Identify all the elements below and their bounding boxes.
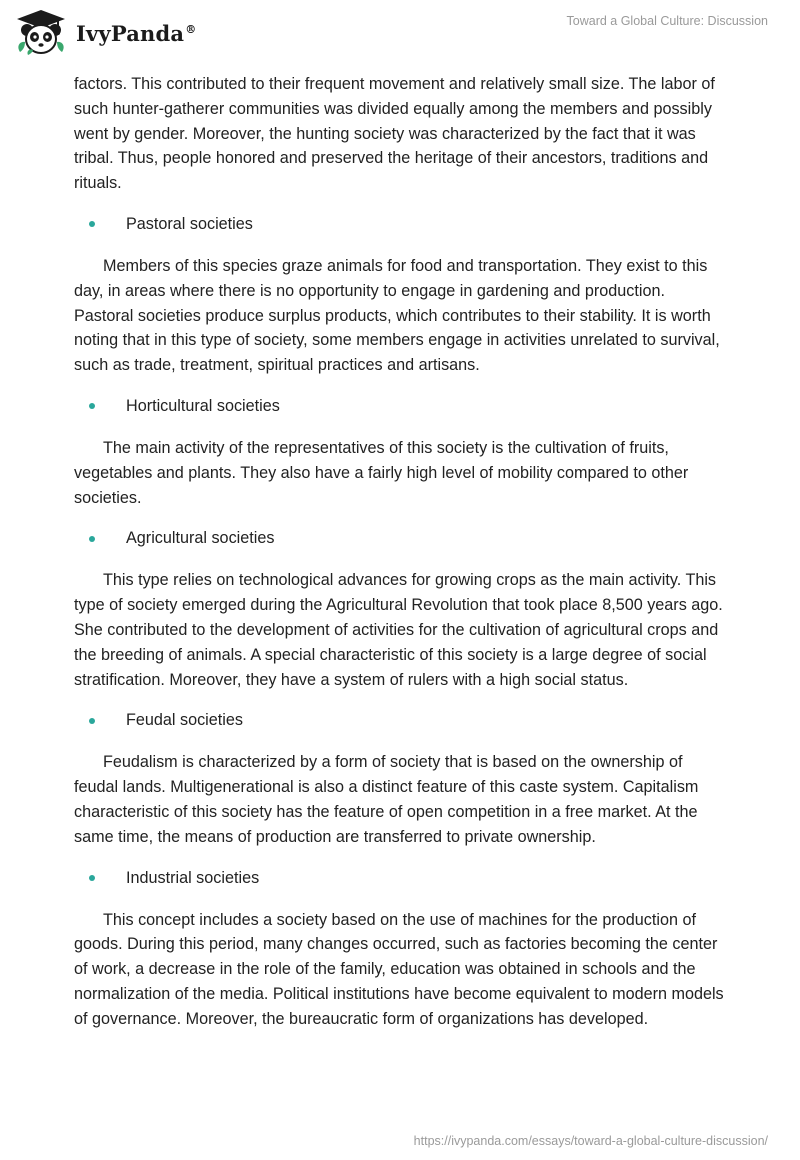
bullet-icon: [89, 221, 95, 227]
brand-name: IvyPanda®: [76, 20, 197, 46]
paragraph-agricultural: This type relies on technological advances for growing crops as the main activity. This type of society emerged during the Agricultural Revolution that took place 8,500 years ago. She contributed to the development of activities for the cultivation of agricultural crops and the breeding of animals. A special characteristic of this society is a large degree of social stratification. Moreover, they have a system of rulers with a high social status.: [74, 571, 723, 689]
bullet-icon: [89, 718, 95, 724]
section-heading: Pastoral societies: [126, 215, 253, 234]
document-title: Toward a Global Culture: Discussion: [566, 14, 768, 28]
paragraph-feudal: Feudalism is characterized by a form of society that is based on the ownership of feudal lands. Multigenerational is also a distinct feature of this caste system. Capitalism characteristic of this society has the feature of open competition in a free market. At the same time, the means of production are transferred to private ownership.: [74, 753, 699, 846]
paragraph-horticultural: The main activity of the representatives of this society is the cultivation of fruits, vegetables and plants. They also have a fairly high level of mobility compared to other societies.: [74, 438, 689, 507]
list-item-agricultural: [74, 526, 728, 551]
paragraph-intro: factors. This contributed to their frequent movement and relatively small size. The labor of such hunter-gatherer communities was divided equally among the members and possibly went by gender. Moreover, the hunting society was characterized by the fact that it was tribal. Thus, people honored and preserved the heritage of their ancestors, traditions and rituals.: [74, 75, 715, 193]
section-heading: Horticultural societies: [126, 397, 280, 416]
bullet-icon: [89, 403, 95, 409]
panda-graduate-icon: [14, 8, 68, 58]
paragraph-industrial: This concept includes a society based on the use of machines for the production of goods. During this period, many changes occurred, such as factories becoming the center of work, a decrease in the role of the family, education was obtained in schools and the normalization of the media. Political institutions have become equivalent to modern models of governance. Moreover, the bureaucratic form of organizations has developed.: [74, 910, 724, 1028]
article-body: [74, 72, 728, 1032]
list-item-industrial: [74, 866, 728, 891]
section-heading: Feudal societies: [126, 711, 243, 730]
paragraph-pastoral: Members of this species graze animals for food and transportation. They exist to this day, in areas where there is no opportunity to engage in gardening and production. Pastoral societies produce surplus products, which contributes to their stability. It is worth noting that in this type of society, some members engage in activities unrelated to survival, such as trade, treatment, spiritual practices and artisans.: [74, 256, 720, 375]
ivypanda-logo[interactable]: [14, 8, 196, 58]
section-heading: Agricultural societies: [126, 529, 275, 548]
section-heading: Industrial societies: [126, 868, 260, 887]
page-header: [0, 0, 800, 70]
list-item-feudal: [74, 708, 728, 733]
bullet-icon: [89, 536, 95, 542]
list-item-horticultural: [74, 394, 728, 419]
source-url[interactable]: https://ivypanda.com/essays/toward-a-global-culture-discussion/: [413, 1134, 768, 1148]
list-item-pastoral: [74, 212, 728, 237]
bullet-icon: [89, 875, 95, 881]
